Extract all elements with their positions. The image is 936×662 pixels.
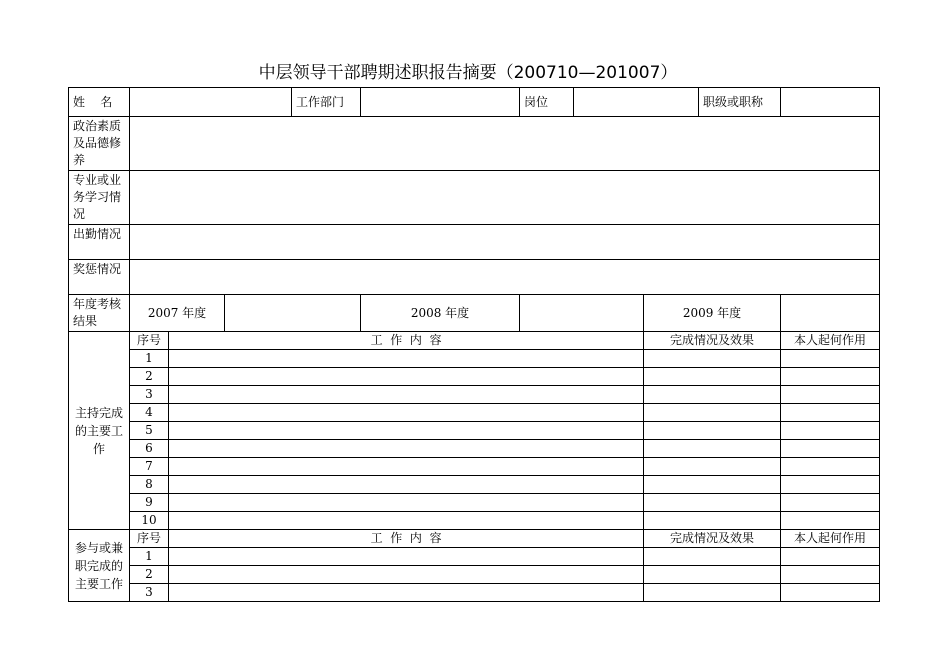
main-row-content[interactable] [169, 350, 644, 368]
position-field[interactable] [574, 88, 699, 117]
annual-year-2009: 2009 年度 [644, 295, 781, 332]
part-work-label: 参与或兼职完成的主要工作 [69, 530, 130, 602]
main-col-content: 工 作 内 容 [169, 332, 644, 350]
part-row-role[interactable] [781, 584, 880, 602]
page-title: 中层领导干部聘期述职报告摘要（200710—201007） [258, 63, 678, 83]
main-row-result[interactable] [644, 476, 781, 494]
politics-label: 政治素质及品德修养 [69, 117, 130, 171]
annual-year-2008: 2008 年度 [361, 295, 520, 332]
study-field[interactable] [130, 171, 880, 225]
main-row-no: 9 [130, 494, 169, 512]
main-row-result[interactable] [644, 368, 781, 386]
annual-result-2007[interactable] [225, 295, 361, 332]
main-row-result[interactable] [644, 512, 781, 530]
main-row-role[interactable] [781, 404, 880, 422]
part-col-content: 工 作 内 容 [169, 530, 644, 548]
name-field[interactable] [130, 88, 292, 117]
main-row-role[interactable] [781, 512, 880, 530]
main-work-label: 主持完成的主要工作 [69, 332, 130, 530]
main-col-no: 序号 [130, 332, 169, 350]
rank-label: 职级或职称 [699, 88, 781, 117]
part-row-content[interactable] [169, 566, 644, 584]
main-row-content[interactable] [169, 404, 644, 422]
main-row-no: 7 [130, 458, 169, 476]
main-row-result[interactable] [644, 386, 781, 404]
annual-label: 年度考核结果 [69, 295, 130, 332]
main-col-role: 本人起何作用 [781, 332, 880, 350]
attendance-label: 出勤情况 [69, 225, 130, 260]
main-row-content[interactable] [169, 440, 644, 458]
part-row-result[interactable] [644, 584, 781, 602]
dept-label: 工作部门 [292, 88, 361, 117]
main-row-content[interactable] [169, 494, 644, 512]
main-row-role[interactable] [781, 386, 880, 404]
main-row-role[interactable] [781, 440, 880, 458]
main-row-role[interactable] [781, 458, 880, 476]
name-label: 姓 名 [69, 88, 130, 117]
main-row-content[interactable] [169, 512, 644, 530]
main-row-role[interactable] [781, 494, 880, 512]
main-row-no: 10 [130, 512, 169, 530]
main-row-no: 1 [130, 350, 169, 368]
main-row-no: 3 [130, 386, 169, 404]
main-row-no: 5 [130, 422, 169, 440]
part-col-role: 本人起何作用 [781, 530, 880, 548]
main-row-content[interactable] [169, 476, 644, 494]
main-row-result[interactable] [644, 350, 781, 368]
main-row-result[interactable] [644, 494, 781, 512]
main-row-result[interactable] [644, 422, 781, 440]
part-row-result[interactable] [644, 566, 781, 584]
position-label: 岗位 [520, 88, 574, 117]
main-row-result[interactable] [644, 458, 781, 476]
main-row-role[interactable] [781, 422, 880, 440]
main-row-result[interactable] [644, 440, 781, 458]
part-row-no: 2 [130, 566, 169, 584]
main-row-content[interactable] [169, 422, 644, 440]
main-row-role[interactable] [781, 476, 880, 494]
part-row-no: 3 [130, 584, 169, 602]
study-label: 专业或业务学习情况 [69, 171, 130, 225]
rewards-field[interactable] [130, 260, 880, 295]
part-row-content[interactable] [169, 584, 644, 602]
main-row-content[interactable] [169, 368, 644, 386]
part-row-role[interactable] [781, 566, 880, 584]
politics-field[interactable] [130, 117, 880, 171]
main-row-no: 4 [130, 404, 169, 422]
main-row-content[interactable] [169, 386, 644, 404]
rank-field[interactable] [781, 88, 880, 117]
main-row-role[interactable] [781, 350, 880, 368]
main-row-role[interactable] [781, 368, 880, 386]
main-row-content[interactable] [169, 458, 644, 476]
attendance-field[interactable] [130, 225, 880, 260]
part-col-result: 完成情况及效果 [644, 530, 781, 548]
main-row-no: 2 [130, 368, 169, 386]
annual-result-2008[interactable] [520, 295, 644, 332]
part-row-content[interactable] [169, 548, 644, 566]
main-col-result: 完成情况及效果 [644, 332, 781, 350]
part-row-no: 1 [130, 548, 169, 566]
report-form-table [68, 87, 880, 602]
main-row-no: 6 [130, 440, 169, 458]
annual-year-2007: 2007 年度 [130, 295, 225, 332]
part-row-role[interactable] [781, 548, 880, 566]
rewards-label: 奖惩情况 [69, 260, 130, 295]
dept-field[interactable] [361, 88, 520, 117]
part-col-no: 序号 [130, 530, 169, 548]
main-row-no: 8 [130, 476, 169, 494]
main-row-result[interactable] [644, 404, 781, 422]
part-row-result[interactable] [644, 548, 781, 566]
annual-result-2009[interactable] [781, 295, 880, 332]
